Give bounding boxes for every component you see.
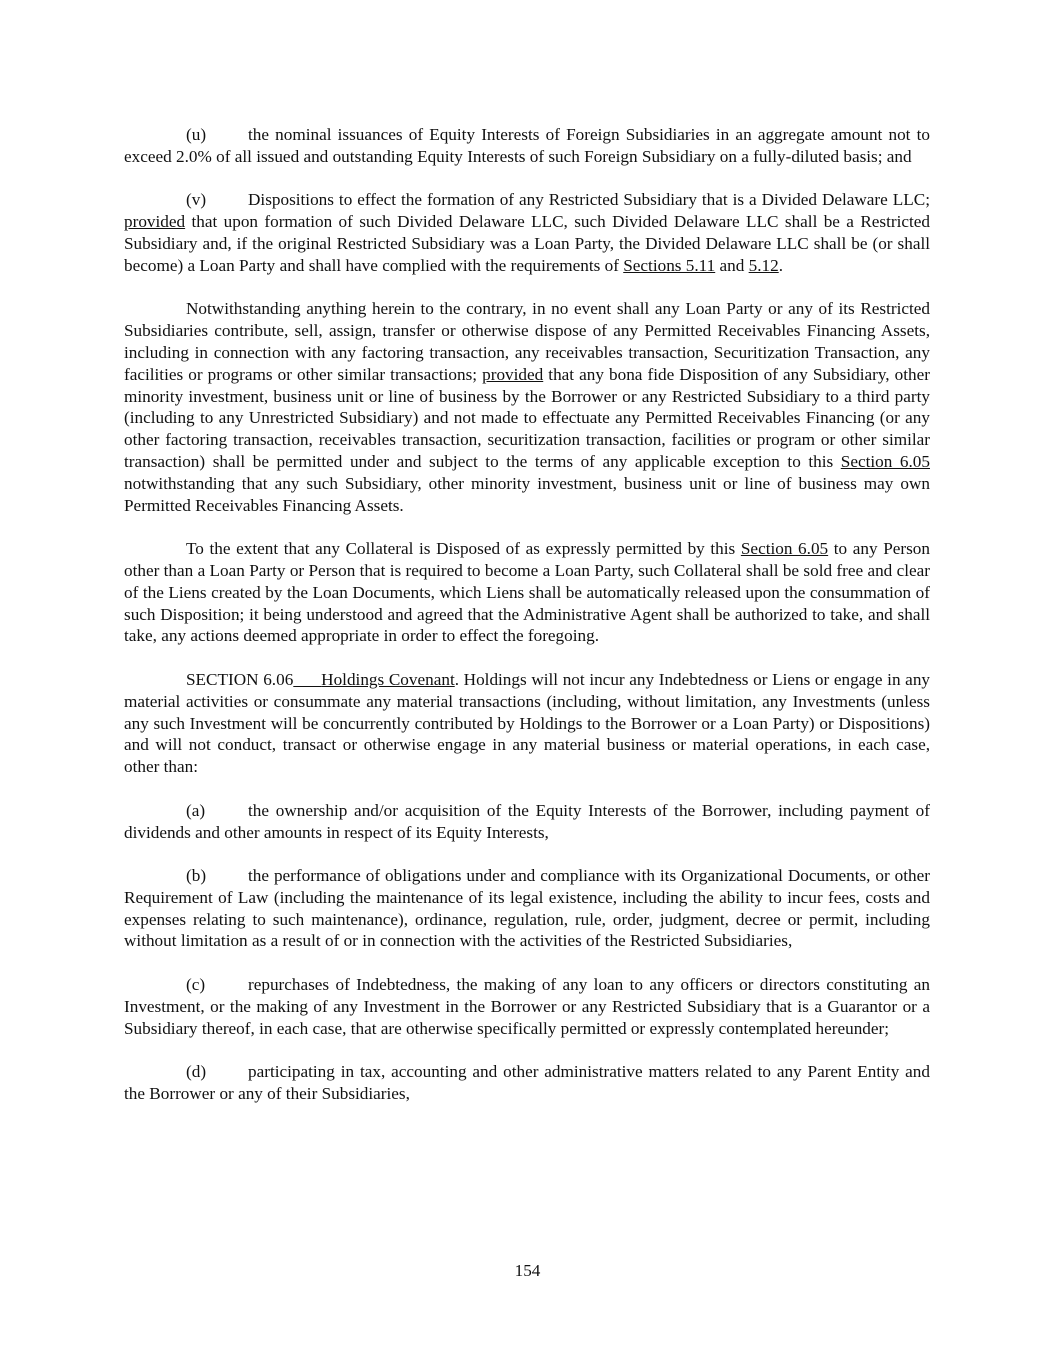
- clause-text: repurchases of Indebtedness, the making of any loan to any officers or directors constituting an Investment, or the making of any Investment in the Borrower or any Restricted Subsidiary that is a Guarantor or a Subsidiary thereof, in each case, that are otherwise specifically permitted or expressly contemplated hereunder;: [124, 975, 930, 1038]
- clause-label: (d): [186, 1062, 207, 1082]
- section-6-06: [124, 669, 930, 778]
- clause-text: and: [715, 255, 749, 275]
- clause-label: (v): [186, 190, 207, 210]
- provided-term: provided: [124, 212, 186, 232]
- clause-label: (c): [186, 975, 206, 995]
- clause-text: the ownership and/or acquisition of the Equity Interests of the Borrower, including payment of dividends and other amounts in respect of its Equity Interests,: [124, 800, 930, 842]
- clause-u: [124, 124, 930, 168]
- page-number: 154: [514, 1261, 541, 1280]
- paragraph-text: To the extent that any Collateral is Disposed of as expressly permitted by this: [186, 539, 741, 559]
- paragraph-text: to any Person other than a Loan Party or Person that is required to become a Loan Party, such Collateral shall be sold free and clear of the Liens created by the Loan Documents, which Liens shall be automatically released upon the consummation of such Disposition; it being understood and agreed that the Administrative Agent shall be authorized to take, and shall take, any actions deemed appropriate in order to effect the foregoing.: [124, 539, 930, 646]
- cross-reference: 5.12: [748, 255, 779, 275]
- clause-label: (b): [186, 866, 207, 886]
- section-number: SECTION 6.06: [186, 669, 294, 689]
- provided-term: provided: [482, 364, 544, 384]
- paragraph-text: notwithstanding that any such Subsidiary, other minority investment, business unit or line of business may own Permitted Receivables Financing Assets.: [124, 473, 930, 515]
- clause-c: [124, 974, 930, 1039]
- clause-text: the performance of obligations under and compliance with its Organizational Documents, or other Requirement of Law (including the maintenance of its legal existence, including the ability to incur fees, costs and expenses relating to such maintenance), ordinance, regulation, rule, order, judgment, decree or permit, including without limitation as a result of or in connection with the activities of the Restricted Subsidiaries,: [124, 866, 930, 951]
- paragraph-text: Notwithstanding anything herein to the contrary, in no event shall any Loan Party or any of its Restricted Subsidiaries contribute, sell, assign, transfer or otherwise dispose of any Permitted Receivables Financing Assets, including in connection with any factoring transaction, any receivables transaction, Securitization Transaction, any facilities or programs or other similar transactions;: [124, 299, 930, 384]
- cross-reference: Sections 5.11: [623, 255, 716, 275]
- paragraph-text: that any bona fide Disposition of any Subsidiary, other minority investment, business unit or line of business by the Borrower or any Restricted Subsidiary to a third party (including to any Unrestricted Subsidiary) and not made to effectuate any Permitted Receivables Financing (or any other factoring transaction, receivables transaction, securitization transaction, facilities or program or other similar transaction) shall be permitted under and subject to the terms of any applicable exception to this: [124, 364, 930, 471]
- clause-text: Dispositions to effect the formation of any Restricted Subsidiary that is a Divided Delaware LLC;: [248, 190, 930, 210]
- clause-label: (u): [186, 125, 207, 144]
- cross-reference: Section 6.05: [840, 451, 930, 471]
- collateral-paragraph: [124, 538, 930, 647]
- clause-text: participating in tax, accounting and other administrative matters related to any Parent Entity and the Borrower or any of their Subsidiaries,: [124, 1062, 930, 1104]
- clause-label: (a): [186, 800, 206, 820]
- clause-a: [124, 800, 930, 844]
- clause-b: [124, 865, 930, 952]
- document-page: [124, 124, 930, 1127]
- clause-text: the nominal issuances of Equity Interests of Foreign Subsidiaries in an aggregate amount not to exceed 2.0% of all issued and outstanding Equity Interests of such Foreign Subsidiary on a fully-diluted basis; and: [124, 125, 930, 166]
- heading-tab: [293, 670, 321, 689]
- notwithstanding-paragraph: [124, 298, 930, 516]
- clause-d: [124, 1061, 930, 1105]
- clause-text: that upon formation of such Divided Delaware LLC, such Divided Delaware LLC shall be a Restricted Subsidiary and, if the original Restricted Subsidiary was a Loan Party, the Divided Delaware LLC shall be (or shall become) a Loan Party and shall have complied with the requirements of: [124, 212, 930, 275]
- section-heading: Holdings Covenant: [321, 669, 455, 689]
- cross-reference: Section 6.05: [740, 539, 829, 559]
- clause-v: [124, 189, 930, 276]
- clause-text: .: [778, 255, 784, 275]
- section-text: . Holdings will not incur any Indebtedness or Liens or engage in any material activities or consummate any material transactions (including, without limitation, any Investments (unless any such Investment will be concurrently contributed by Holdings to the Borrower or a Loan Party) or Dispositions) and will not conduct, transact or otherwise engage in any material business or material operations, in each case, other than:: [124, 669, 931, 777]
